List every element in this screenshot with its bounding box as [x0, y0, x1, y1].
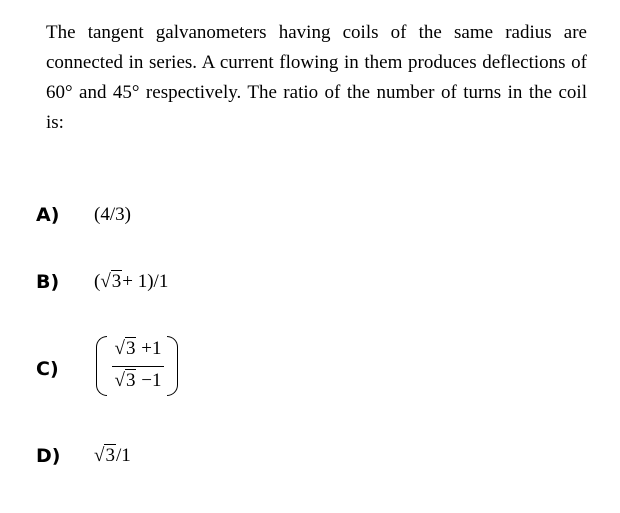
option-b-radical — [100, 271, 122, 293]
option-a-letter: A) — [36, 204, 60, 226]
numerator-rest: +1 — [136, 338, 162, 359]
fraction-bar — [112, 366, 164, 367]
sqrt-symbol: √ — [94, 445, 105, 466]
radicand: 3 — [125, 338, 136, 359]
radicand: 3 — [125, 370, 136, 391]
option-b-open-paren: ( — [94, 271, 101, 292]
option-c-letter: C) — [36, 358, 59, 380]
fraction-numerator — [110, 338, 166, 360]
sqrt-symbol: √ — [100, 271, 111, 292]
left-paren — [96, 336, 107, 396]
option-c-fraction — [96, 334, 178, 400]
option-a-text: (4/3) — [94, 204, 131, 225]
sqrt-symbol: √ — [114, 338, 125, 359]
right-paren — [167, 336, 178, 396]
denominator-rest: −1 — [136, 370, 162, 391]
option-d-radical — [94, 445, 116, 467]
option-b-expression — [94, 271, 168, 293]
option-d-rest: /1 — [115, 445, 131, 466]
fraction-denominator — [110, 370, 166, 392]
option-b-rest: + 1)/1 — [122, 271, 169, 292]
radicand: 3 — [105, 445, 115, 466]
sqrt-symbol: √ — [114, 370, 125, 391]
question-text: The tangent galvanometers having coils of the same radius are connected in series. A current flowing in them produces deflections of 60° and 45° respectively. The ratio of the number of turns in the coil is: — [46, 22, 587, 133]
option-d-expression — [94, 445, 131, 467]
option-d-letter: D) — [36, 445, 61, 467]
option-b-letter: B) — [36, 271, 60, 293]
radicand: 3 — [111, 271, 122, 292]
